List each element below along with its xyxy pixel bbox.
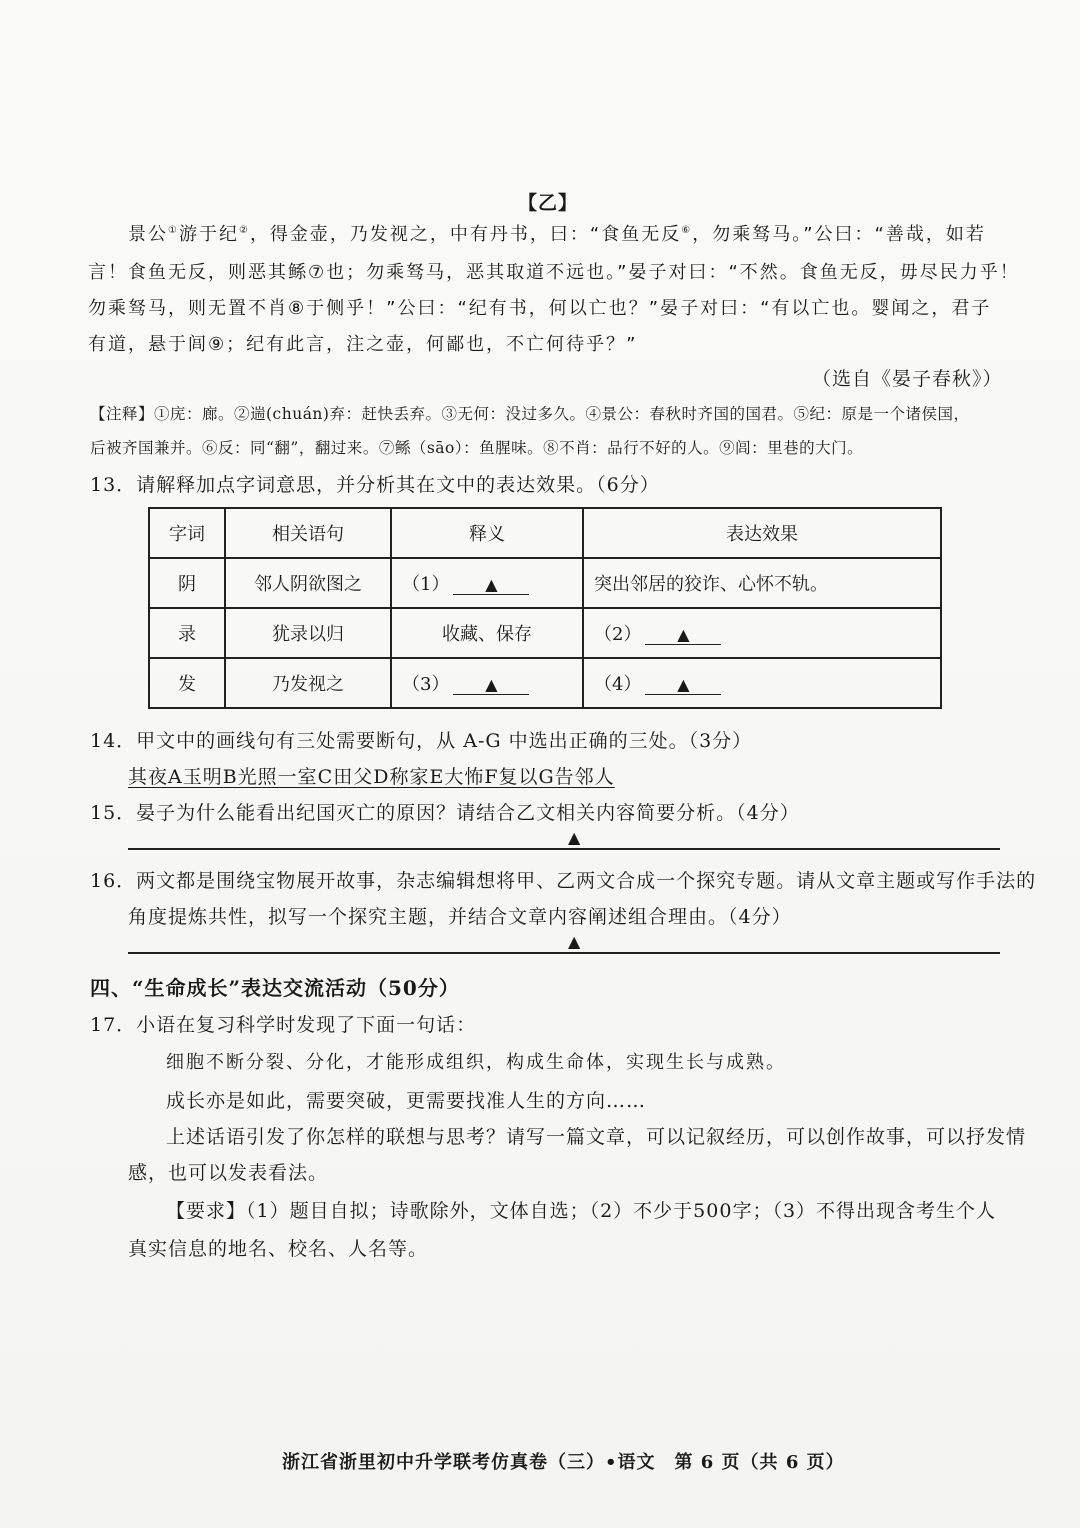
- cell-meaning-blank: （1） ▲: [391, 558, 583, 608]
- q13-prompt: 13．请解释加点字词意思，并分析其在文中的表达效果。（6分）: [90, 474, 660, 496]
- cell-effect-blank: （2） ▲: [583, 608, 941, 658]
- q14-prompt: 14．甲文中的画线句有三处需要断句，从 A-G 中选出正确的三处。（3分）: [90, 730, 753, 752]
- cell-word: 阴: [149, 558, 225, 608]
- cell-sentence: 犹录以归: [225, 608, 391, 658]
- answer-blank[interactable]: ▲: [453, 575, 529, 595]
- q17-body-1: 上述话语引发了你怎样的联想与思考？请写一篇文章，可以记叙经历，可以创作故事，可以抒发情: [166, 1126, 1027, 1148]
- q17-body-2: 感，也可以发表看法。: [128, 1162, 329, 1184]
- q16-answer-line[interactable]: [128, 952, 1000, 954]
- notes-line-2: 后被齐国兼并。⑥反：同“翻”，翻过来。⑦鲧（sāo）：鱼腥味。⑧不肖：品行不好的人。⑨闾：里巷的大门。: [90, 439, 864, 457]
- cell-effect-blank: （4） ▲: [583, 658, 941, 708]
- passage-line-2: 言！食鱼无反，则恶其鲧⑦也；勿乘驽马，恶其取道不远也。”晏子对曰：“不然。食鱼无反，毋尽民力乎！: [88, 262, 1020, 283]
- table-header-row: [149, 508, 941, 558]
- q16-prompt-line-1: 16．两文都是围绕宝物展开故事，杂志编辑想将甲、乙两文合成一个探究专题。请从文章主题或写作手法的: [90, 870, 1037, 892]
- q17-prompt: 17．小语在复习科学时发现了下面一句话：: [90, 1014, 477, 1036]
- passage-source: （选自《晏子春秋》）: [812, 368, 1003, 390]
- part4-title: 四、“生命成长”表达交流活动（50分）: [90, 976, 460, 1000]
- section-heading: 【乙】: [518, 192, 579, 214]
- cell-sentence: 邻人阴欲图之: [225, 558, 391, 608]
- cell-sentence: 乃发视之: [225, 658, 391, 708]
- cell-effect: 突出邻居的狡诈、心怀不轨。: [583, 558, 941, 608]
- q17-requirements-2: 真实信息的地名、校名、人名等。: [128, 1238, 429, 1260]
- table-row: [149, 658, 941, 708]
- table-row: [149, 608, 941, 658]
- passage-line-4: 有道，悬于闾⑨；纪有此言，注之壶，何鄙也，不亡何待乎？”: [88, 334, 638, 355]
- answer-blank[interactable]: ▲: [645, 625, 721, 645]
- cell-word: 录: [149, 608, 225, 658]
- q15-answer-line[interactable]: [128, 848, 1000, 850]
- passage-line-1: 景公①游于纪②，得金壶，乃发视之，中有丹书，曰：“食鱼无反⑥，勿乘驽马。”公曰：“善哉，如若: [128, 224, 986, 245]
- q15-answer-mark: ▲: [568, 828, 581, 847]
- q17-quote-1: 细胞不断分裂、分化，才能形成组织，构成生命体，实现生长与成熟。: [166, 1052, 786, 1073]
- header-meaning: 释义: [391, 508, 583, 558]
- page-footer: 浙江省浙里初中升学联考仿真卷（三）•语文 第 6 页（共 6 页）: [282, 1452, 845, 1473]
- q14-sentence: 其夜A玉明B光照一室C田父D称家E大怖F复以G告邻人: [128, 766, 615, 788]
- cell-meaning: 收藏、保存: [391, 608, 583, 658]
- cell-word: 发: [149, 658, 225, 708]
- table-row: [149, 558, 941, 608]
- notes-line-1: 【注释】①庑：廊。②遄(chuán)弃：赶快丢弃。③无何：没过多久。④景公：春秋时齐国的国君。⑤纪：原是一个诸侯国，: [90, 405, 970, 423]
- q16-prompt-line-2: 角度提炼共性，拟写一个探究主题，并结合文章内容阐述组合理由。（4分）: [128, 906, 792, 928]
- q17-quote-2: 成长亦是如此，需要突破，更需要找准人生的方向……: [166, 1090, 647, 1112]
- q16-answer-mark: ▲: [568, 932, 581, 951]
- header-word: 字词: [149, 508, 225, 558]
- answer-blank[interactable]: ▲: [453, 675, 529, 695]
- q15-prompt: 15．晏子为什么能看出纪国灭亡的原因？请结合乙文相关内容简要分析。（4分）: [90, 802, 800, 824]
- passage-line-3: 勿乘驽马，则无置不肖⑧于侧乎！”公曰：“纪有书，何以亡也？”晏子对曰：“有以亡也。婴闻之，君子: [88, 298, 992, 319]
- cell-meaning-blank: （3） ▲: [391, 658, 583, 708]
- header-effect: 表达效果: [583, 508, 941, 558]
- answer-blank[interactable]: ▲: [645, 675, 721, 695]
- q17-requirements-1: 【要求】（1）题目自拟；诗歌除外，文体自选；（2）不少于500字；（3）不得出现含考生个人: [166, 1200, 997, 1222]
- q13-table: [148, 507, 942, 709]
- header-sentence: 相关语句: [225, 508, 391, 558]
